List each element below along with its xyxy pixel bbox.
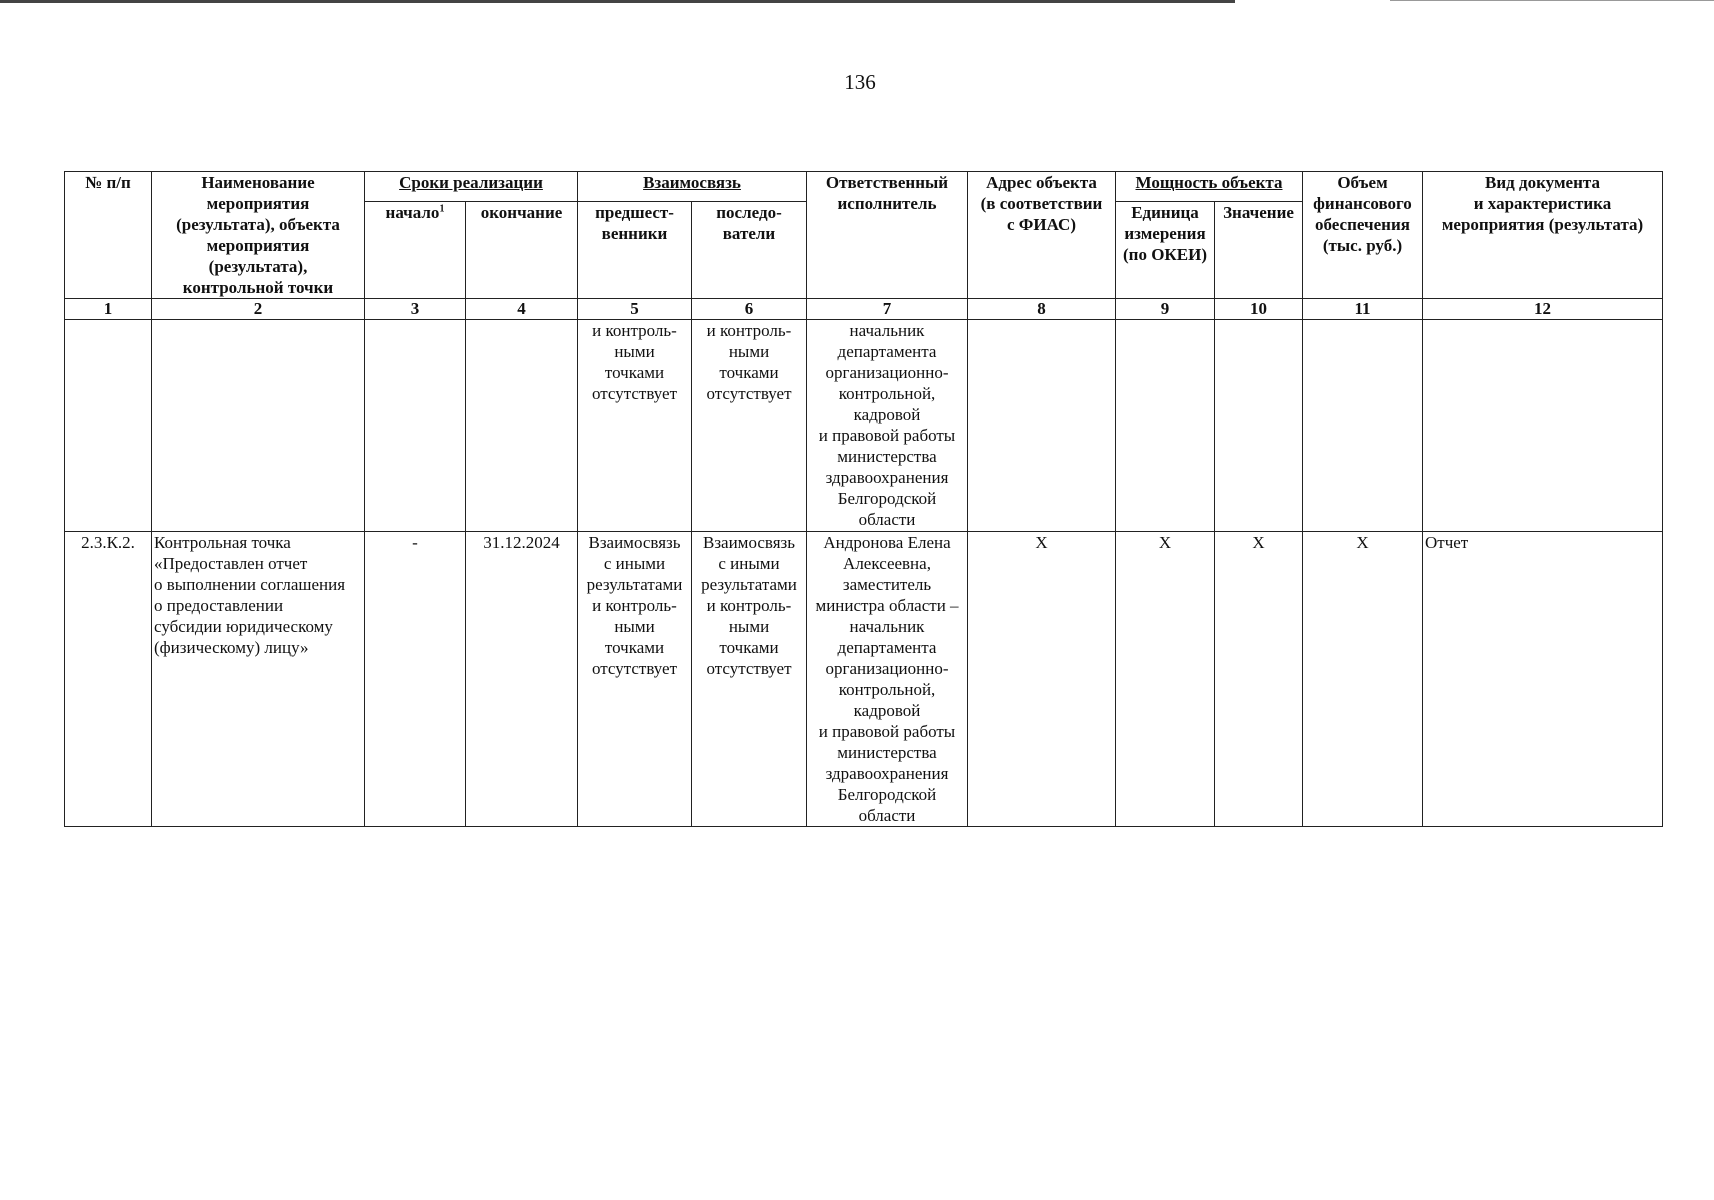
- table-row: [65, 532, 1663, 827]
- cell-predecessors: Взаимосвязь с иными результатами и контроль- ными точками отсутствует: [578, 532, 692, 827]
- cell-finance: [1303, 320, 1423, 532]
- cell-responsible: Андронова Елена Алексеевна, заместитель министра области – начальник департамента организационно- контрольной, кадровой и правовой работы министерства здравоохранения Белгородской области: [807, 532, 968, 827]
- cell-name: Контрольная точка «Предоставлен отчет о выполнении соглашения о предоставлении субсидии юридическому (физическому) лицу»: [152, 532, 365, 827]
- header-group-deadlines: [365, 172, 578, 202]
- scan-edge-line: [1390, 0, 1714, 1]
- cell-address: [968, 320, 1116, 532]
- cell-address: Х: [968, 532, 1116, 827]
- header-col-start-label: начало: [385, 203, 440, 222]
- page-number: 136: [844, 70, 876, 94]
- cell-unit: Х: [1116, 532, 1215, 827]
- header-group-links: [578, 172, 807, 202]
- cell-finance: Х: [1303, 532, 1423, 827]
- header-col-successors: последо- ватели: [692, 202, 807, 299]
- cell-start: -: [365, 532, 466, 827]
- header-group-deadlines-label: Сроки реализации: [399, 173, 543, 192]
- header-col-start: [365, 202, 466, 299]
- column-number: 6: [692, 299, 807, 320]
- column-number: 9: [1116, 299, 1215, 320]
- plan-table: [64, 171, 1663, 827]
- footnote-mark: 1: [439, 203, 445, 215]
- column-number: 12: [1423, 299, 1663, 320]
- column-number: 11: [1303, 299, 1423, 320]
- column-number: 4: [466, 299, 578, 320]
- column-numbers-row: [65, 299, 1663, 320]
- cell-number: 2.3.К.2.: [65, 532, 152, 827]
- header-col-predecessors: предшест- венники: [578, 202, 692, 299]
- cell-name: [152, 320, 365, 532]
- column-number: 7: [807, 299, 968, 320]
- header-col-name: Наименование мероприятия (результата), объекта мероприятия (результата), контрольной точки: [152, 172, 365, 299]
- cell-predecessors: и контроль- ными точками отсутствует: [578, 320, 692, 532]
- column-number: 8: [968, 299, 1116, 320]
- column-number: 2: [152, 299, 365, 320]
- column-number: 5: [578, 299, 692, 320]
- cell-number: [65, 320, 152, 532]
- header-col-finance: Объем финансового обеспечения (тыс. руб.): [1303, 172, 1423, 299]
- header-group-capacity-label: Мощность объекта: [1135, 173, 1283, 192]
- cell-end: 31.12.2024: [466, 532, 578, 827]
- cell-value: Х: [1215, 532, 1303, 827]
- header-col-responsible: Ответственный исполнитель: [807, 172, 968, 299]
- table-row: [65, 320, 1663, 532]
- header-col-end: окончание: [466, 202, 578, 299]
- header-group-links-label: Взаимосвязь: [643, 173, 741, 192]
- header-col-document: Вид документа и характеристика мероприятия (результата): [1423, 172, 1663, 299]
- header-col-address: Адрес объекта (в соответствии с ФИАС): [968, 172, 1116, 299]
- cell-document: Отчет: [1423, 532, 1663, 827]
- column-number: 1: [65, 299, 152, 320]
- cell-successors: и контроль- ными точками отсутствует: [692, 320, 807, 532]
- column-number: 10: [1215, 299, 1303, 320]
- cell-responsible: начальник департамента организационно- контрольной, кадровой и правовой работы министерства здравоохранения Белгородской области: [807, 320, 968, 532]
- header-row: [65, 172, 1663, 202]
- header-group-capacity: [1116, 172, 1303, 202]
- cell-end: [466, 320, 578, 532]
- cell-successors: Взаимосвязь с иными результатами и контроль- ными точками отсутствует: [692, 532, 807, 827]
- cell-start: [365, 320, 466, 532]
- cell-unit: [1116, 320, 1215, 532]
- cell-document: [1423, 320, 1663, 532]
- scan-edge-line: [0, 0, 1235, 3]
- column-number: 3: [365, 299, 466, 320]
- header-col-value: Значение: [1215, 202, 1303, 299]
- header-col-number: № п/п: [65, 172, 152, 299]
- header-col-unit: Единица измерения (по ОКЕИ): [1116, 202, 1215, 299]
- cell-value: [1215, 320, 1303, 532]
